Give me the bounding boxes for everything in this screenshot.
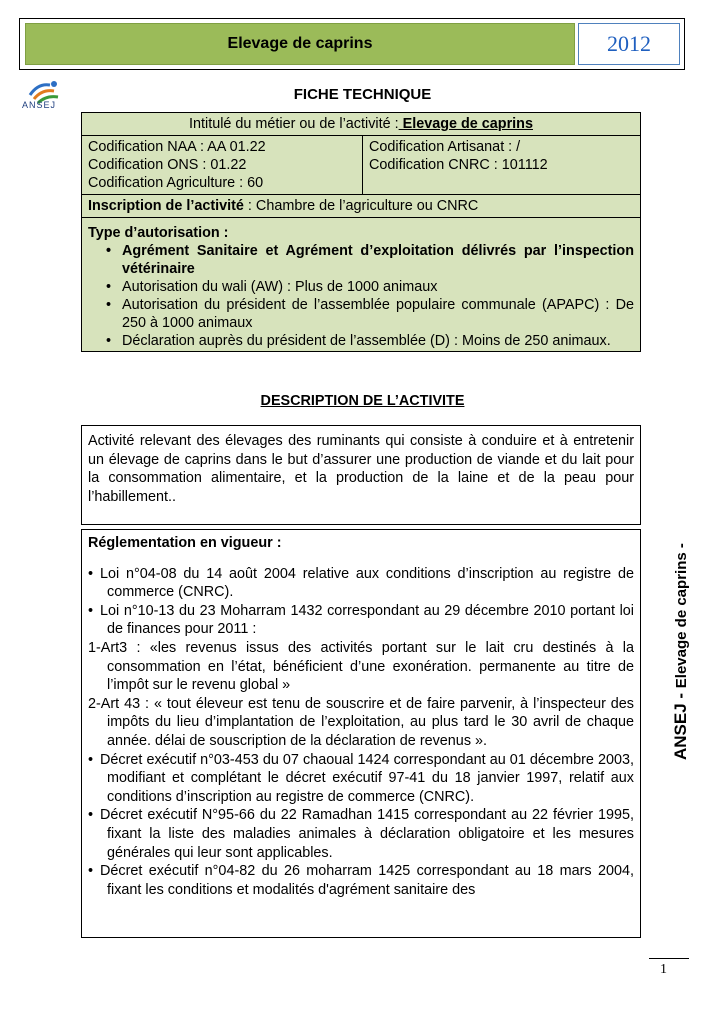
- regl-article: 1-Art3 : «les revenus issus des activités portant sur le lait cru destinés à la consommation en l’état, bénéficient d’une exonération. permanente au titre de l’impôt sur le revenu global »: [88, 639, 634, 694]
- intitule-cell: [82, 113, 641, 136]
- codification-cnrc: Codification CNRC : 101112: [369, 157, 548, 173]
- codification-ons: Codification ONS : 01.22: [88, 157, 247, 173]
- fiche-title: FICHE TECHNIQUE: [293, 86, 432, 103]
- page-number-rule: [649, 958, 689, 959]
- inscription-cell: [82, 195, 641, 218]
- regl-item: • Décret exécutif N°95-66 du 22 Ramadhan 1415 correspondant au 22 février 1995, fixant la liste des maladies animales à déclaration obligatoire et les mesures générales qui leur sont applicables.: [88, 807, 634, 861]
- side-running-text: [671, 543, 691, 760]
- codification-left-cell: [82, 136, 363, 195]
- inscription-label: Inscription de l’activité: [88, 198, 244, 214]
- description-heading: DESCRIPTION DE L’ACTIVITE: [260, 393, 465, 409]
- inscription-value: : Chambre de l’agriculture ou CNRC: [243, 198, 479, 214]
- codification-naa: Codification NAA : AA 01.22: [88, 139, 266, 155]
- autorisation-cell: [82, 218, 641, 352]
- autorisation-item: • Autorisation du président de l’assemblée populaire communale (APAPC) : De 250 à 1000 animaux: [88, 296, 634, 332]
- regl-article: 2-Art 43 : « tout éleveur est tenu de souscrire et de faire parvenir, à l’inspecteur des impôts du lieu d’implantation de l’exploitation, au plus tard le 30 avril de chaque année. délai de souscription de la déclaration de revenus ».: [88, 695, 634, 749]
- info-table: [81, 112, 641, 352]
- reglementation-heading: Réglementation en vigueur :: [88, 535, 282, 551]
- logo-text: ANSEJ: [22, 100, 57, 110]
- header-box: [19, 18, 685, 70]
- codification-right-cell: [363, 136, 641, 195]
- regl-item: • Loi n°04-08 du 14 août 2004 relative aux conditions d’inscription au registre de commerce (CNRC).: [88, 565, 634, 601]
- codification-agriculture: Codification Agriculture : 60: [88, 175, 264, 191]
- intitule-value: Elevage de caprins: [398, 116, 533, 132]
- header-year: 2012: [578, 23, 680, 65]
- reglementation-box: [81, 529, 641, 938]
- codification-artisanat: Codification Artisanat : /: [369, 139, 521, 155]
- regl-item: • Décret exécutif n°03-453 du 07 chaoual 1424 correspondant au 01 décembre 2003, modifiant et complétant le décret exécutif 97-41 du 18 janvier 1997, relatif aux conditions d’inscription au registre de commerce (CNRC).: [88, 751, 634, 805]
- autorisation-list: [88, 242, 634, 350]
- regl-item: • Loi n°10-13 du 23 Moharram 1432 correspondant au 29 décembre 2010 portant loi de finances pour 2011 :: [88, 602, 634, 638]
- regl-item: • Décret exécutif n°04-82 du 26 moharram 1425 correspondant au 18 mars 2004, fixant les conditions et modalités d'agrément sanitaire des: [88, 863, 634, 898]
- autorisation-item: • Autorisation du wali (AW) : Plus de 1000 animaux: [88, 278, 634, 296]
- page-number: 1: [660, 962, 667, 977]
- autorisation-item: • Agrément Sanitaire et Agrément d’exploitation délivrés par l’inspection vétérinaire: [88, 242, 634, 278]
- type-autorisation-label: Type d’autorisation :: [88, 225, 229, 241]
- intitule-label: Intitulé du métier ou de l’activité :: [189, 116, 399, 132]
- side-text-title: Elevage de caprins -: [673, 543, 690, 689]
- description-text: Activité relevant des élevages des ruminants qui consiste à conduire et à entretenir un élevage de caprins dans le but d’assurer une production de viande et du lait pour la consommation alimentaire, et la production de la laine et de la peau pour l’habillement..: [88, 433, 634, 505]
- autorisation-item: • Déclaration auprès du président de l’assemblée (D) : Moins de 250 animaux.: [88, 332, 634, 350]
- side-text-ansej: ANSEJ -: [671, 688, 690, 760]
- header-title: Elevage de caprins: [25, 23, 575, 65]
- description-box: [81, 425, 641, 525]
